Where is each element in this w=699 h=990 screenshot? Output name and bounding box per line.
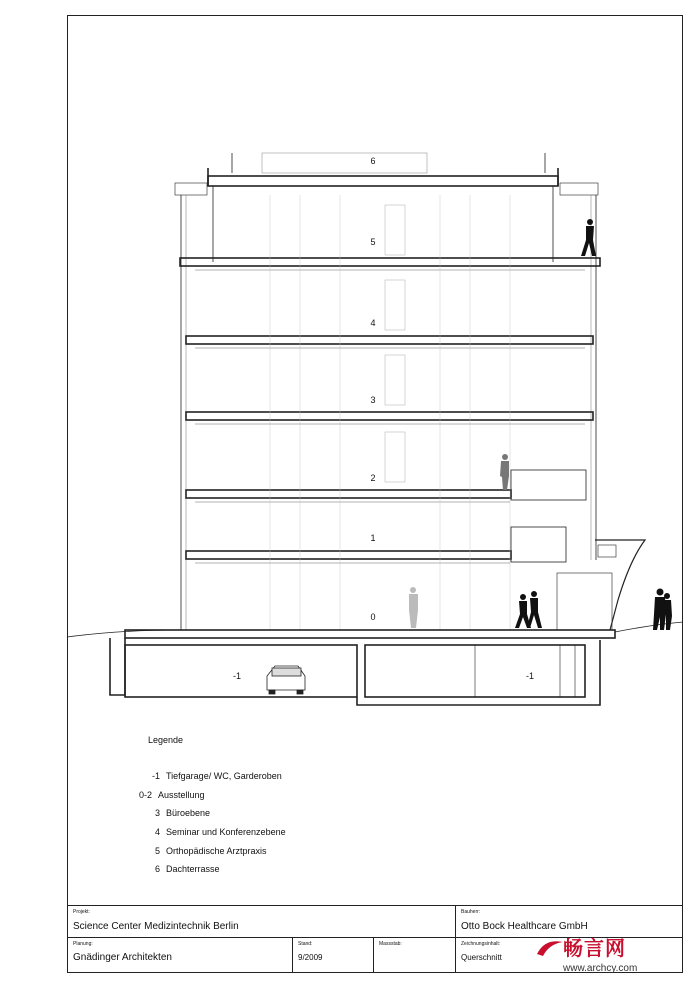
watermark-url: www.archcy.com: [563, 963, 638, 974]
person-figure-level2: [500, 454, 509, 490]
floor-label-2: 2: [370, 473, 376, 483]
ground-slab: [125, 630, 615, 638]
slab-5: [180, 258, 600, 266]
legend-key: 6: [154, 864, 160, 874]
floor-label-4: 4: [370, 318, 376, 328]
car-icon: [267, 666, 305, 694]
person-figures-walking: [515, 591, 542, 628]
legend-key: 5: [154, 846, 160, 856]
projekt-value: Science Center Medizintechnik Berlin: [73, 921, 239, 932]
slab-3: [186, 412, 593, 420]
projekt-label: Projekt:: [73, 909, 90, 915]
legend-text: Ausstellung: [158, 790, 205, 800]
legend-key: 3: [154, 808, 160, 818]
legend-text: Dachterrasse: [166, 864, 220, 874]
floor-label-5: 5: [370, 237, 376, 247]
legend-key: 4: [154, 827, 160, 837]
stand-label: Stand:: [298, 941, 313, 947]
watermark: [535, 932, 680, 982]
legend-text: Tiefgarage/ WC, Garderoben: [166, 771, 282, 781]
person-figures-right: [653, 589, 672, 631]
zeichnung-value: Querschnitt: [461, 953, 502, 962]
floor-label-3: 3: [370, 395, 376, 405]
slab-2: [186, 490, 511, 498]
slab-4: [186, 336, 593, 344]
planung-label: Planung:: [73, 941, 93, 947]
stand-value: 9/2009: [298, 953, 323, 962]
watermark-logo: 畅言网: [563, 936, 626, 960]
legend-key: 0-2: [138, 790, 152, 800]
zeichnung-label: Zeichnungsinhalt:: [461, 941, 501, 947]
watermark-swoosh-icon: [535, 936, 565, 960]
legend-key: -1: [151, 771, 160, 781]
roof-pavilion: [262, 153, 427, 173]
bauherr-value: Otto Bock Healthcare GmbH: [461, 921, 588, 932]
legend-title: Legende: [148, 735, 184, 745]
legend-text: Seminar und Konferenzebene: [166, 827, 286, 837]
floor-label-basement-left: -1: [232, 671, 241, 681]
roof-slab: [208, 176, 558, 186]
floor-label-0: 0: [370, 612, 376, 622]
floor-label-1: 1: [370, 533, 376, 543]
person-figure-ground-grey: [409, 587, 418, 628]
legend-text: Büroebene: [166, 808, 211, 818]
massstab-label: Massstab:: [379, 941, 402, 947]
floor-label-basement-right: -1: [525, 671, 534, 681]
planung-value: Gnädinger Architekten: [73, 952, 172, 963]
floor-label-6: 6: [370, 156, 376, 166]
bauherr-label: Bauherr:: [461, 909, 481, 915]
legend-text: Orthopädische Arztpraxis: [166, 846, 267, 856]
slab-1: [186, 551, 511, 559]
person-figure-roof: [581, 219, 596, 256]
